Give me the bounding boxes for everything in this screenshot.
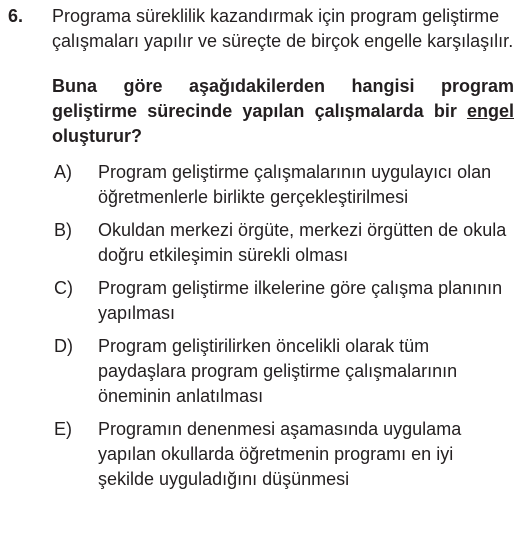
option-e[interactable] bbox=[52, 417, 514, 492]
question-number: 6. bbox=[8, 6, 24, 26]
question-prompt bbox=[52, 74, 514, 149]
option-d[interactable] bbox=[52, 334, 514, 409]
option-b[interactable] bbox=[52, 218, 514, 268]
option-c[interactable] bbox=[52, 276, 514, 326]
option-letter: C) bbox=[54, 278, 73, 298]
option-text: Program geliştirme çalışmalarının uygulayıcı olan öğretmenlerle birlikte gerçekleştirilmesi bbox=[98, 162, 492, 207]
prompt-underlined-word: engel bbox=[466, 101, 514, 121]
option-letter: A) bbox=[54, 162, 72, 182]
prompt-text-end: oluşturur? bbox=[52, 126, 142, 146]
question-header bbox=[8, 4, 514, 500]
option-letter: D) bbox=[54, 336, 73, 356]
option-text: Program geliştirilirken öncelikli olarak tüm paydaşlara program geliştirme çalışmalarının öneminin anlatılması bbox=[98, 336, 458, 406]
option-text: Okuldan merkezi örgüte, merkezi örgütten de okula doğru etkileşimin sürekli olması bbox=[98, 220, 507, 265]
question-stem: Programa süreklilik kazandırmak için program geliştirme çalışmaları yapılır ve süreçte de birçok engelle karşılaşılır. bbox=[52, 6, 514, 51]
option-text: Programın denenmesi aşamasında uygulama yapılan okullarda öğretmenin programı en iyi şekilde uyguladığını düşünmesi bbox=[98, 419, 462, 489]
answer-options bbox=[52, 160, 514, 492]
option-letter: E) bbox=[54, 419, 72, 439]
question-body bbox=[52, 4, 514, 500]
prompt-text-start: Buna göre aşağıdakilerden hangisi program geliştirme sürecinde yapılan çalışmalarda bir bbox=[52, 76, 514, 121]
option-a[interactable] bbox=[52, 160, 514, 210]
question-block bbox=[8, 4, 514, 500]
option-text: Program geliştirme ilkelerine göre çalışma planının yapılması bbox=[98, 278, 503, 323]
option-letter: B) bbox=[54, 220, 72, 240]
